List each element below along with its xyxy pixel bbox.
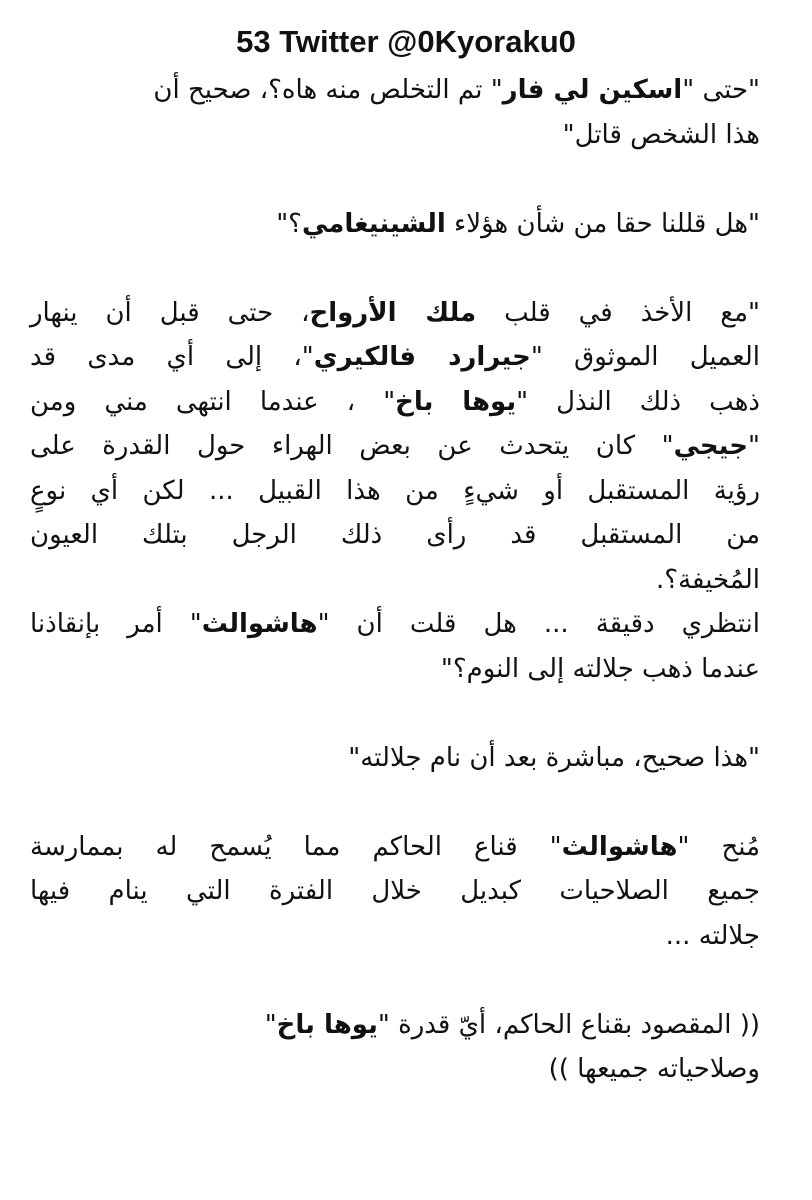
name-highlight: اسكين لي فار — [502, 75, 683, 105]
text-segment: "هل قللنا حقا من شأن هؤلاء — [445, 208, 760, 239]
text-segment: "مع الأخذ في قلب — [476, 297, 760, 328]
text-line — [30, 291, 760, 336]
name-highlight: هاشوالث — [561, 831, 678, 862]
text-segment: ؟" — [276, 208, 302, 239]
text-line: المُخيفة؟. — [656, 564, 760, 595]
paragraph-gap — [30, 157, 760, 202]
text-line — [30, 602, 760, 647]
paragraph-3 — [30, 291, 760, 692]
text-line — [30, 825, 760, 870]
paragraph-gap — [30, 246, 760, 291]
text-line: من المستقبل قد رأى ذلك الرجل بتلك العيون — [30, 520, 760, 550]
name-highlight: جيرارد فالكيري — [313, 342, 531, 372]
text-line: رؤية المستقبل أو شيءٍ من هذا القبيل ... لكن أي نوعٍ — [30, 475, 760, 506]
text-line — [30, 424, 760, 469]
text-line: جلالته ... — [665, 920, 760, 951]
text-segment: ذهب ذلك النذل " — [516, 386, 761, 417]
text-segment: ، حتى قبل أن ينهار — [30, 297, 310, 328]
name-highlight: هاشوالث — [201, 609, 318, 639]
paragraph-gap — [30, 780, 760, 825]
paragraph-gap — [30, 958, 760, 1003]
paragraph-2 — [30, 202, 760, 247]
name-highlight: الشينيغامي — [301, 208, 446, 239]
name-highlight: جيجي — [673, 431, 749, 461]
paragraph-4 — [30, 736, 760, 781]
text-segment: " قناع الحاكم مما يُسمح له بممارسة — [30, 831, 562, 862]
translated-text-body — [30, 68, 760, 1092]
name-highlight: يوها باخ — [395, 386, 517, 417]
text-line — [30, 1003, 760, 1048]
post-header: 53 Twitter @0Kyoraku0 — [236, 24, 576, 59]
paragraph-5 — [30, 825, 760, 959]
text-segment: العميل الموثوق " — [530, 342, 760, 372]
text-segment: " كان يتحدث عن بعض الهراء حول القدرة على — [30, 431, 674, 461]
text-line: جميع الصلاحيات كبديل خلال الفترة التي ينام فيها — [30, 876, 760, 906]
text-line — [30, 68, 760, 113]
text-segment: "حتى " — [682, 75, 760, 105]
text-line: عندما ذهب جلالته إلى النوم؟" — [440, 653, 760, 684]
paragraph-gap — [30, 691, 760, 736]
text-segment: " أمر بإنقاذنا — [30, 609, 202, 639]
name-highlight: يوها باخ — [276, 1009, 378, 1040]
text-segment: "، إلى أي مدى قد — [30, 342, 314, 372]
text-line — [30, 335, 760, 380]
paragraph-6 — [30, 1003, 760, 1092]
text-segment: " — [748, 431, 760, 461]
text-line: "هذا صحيح، مباشرة بعد أن نام جلالته" — [348, 742, 760, 773]
name-highlight: ملك الأرواح — [309, 297, 477, 328]
text-line: هذا الشخص قاتل" — [562, 119, 760, 150]
text-segment: انتظري دقيقة ... هل قلت أن " — [317, 609, 760, 639]
text-segment: " تم التخلص منه هاه؟، صحيح أن — [153, 75, 503, 105]
text-segment: " ، عندما انتهى مني ومن — [30, 386, 396, 417]
paragraph-1 — [30, 68, 760, 157]
text-segment: مُنح " — [677, 831, 761, 862]
text-segment: (( المقصود بقناع الحاكم، أيّ قدرة " — [377, 1009, 760, 1040]
text-segment: " — [264, 1009, 277, 1040]
text-line: وصلاحياته جميعها )) — [548, 1054, 760, 1084]
text-line — [30, 380, 760, 425]
text-line — [30, 202, 760, 247]
